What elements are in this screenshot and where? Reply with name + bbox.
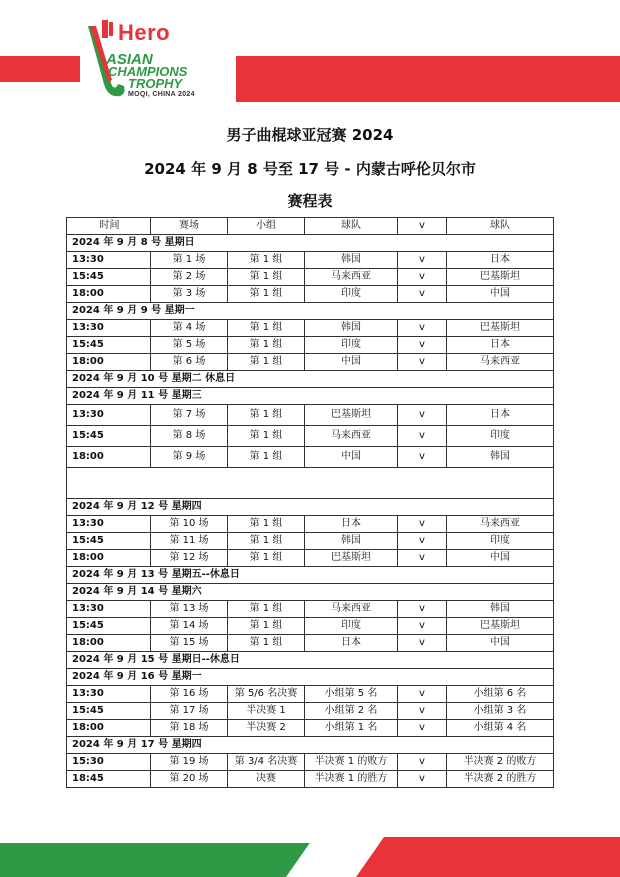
match-number: 第 20 场 xyxy=(151,771,228,788)
team-home: 中国 xyxy=(305,354,398,371)
match-number: 第 12 场 xyxy=(151,550,228,567)
header-vs: v xyxy=(398,218,447,235)
date-label: 2024 年 9 月 17 号 星期四 xyxy=(67,737,554,754)
match-time: 15:45 xyxy=(67,426,151,447)
hero-brand-text: Hero xyxy=(118,20,171,45)
vs-label: v xyxy=(398,337,447,354)
match-group: 第 1 组 xyxy=(228,354,305,371)
top-red-band-left xyxy=(0,56,80,82)
team-away: 日本 xyxy=(447,252,554,269)
bottom-band xyxy=(0,827,620,877)
vs-label: v xyxy=(398,320,447,337)
vs-label: v xyxy=(398,618,447,635)
vs-label: v xyxy=(398,754,447,771)
team-home: 马来西亚 xyxy=(305,601,398,618)
match-row xyxy=(67,703,554,720)
match-number: 第 13 场 xyxy=(151,601,228,618)
team-away: 半决赛 2 的胜方 xyxy=(447,771,554,788)
match-group: 第 1 组 xyxy=(228,601,305,618)
header-group: 小组 xyxy=(228,218,305,235)
vs-label: v xyxy=(398,771,447,788)
team-home: 印度 xyxy=(305,286,398,303)
match-row xyxy=(67,635,554,652)
match-time: 18:00 xyxy=(67,447,151,468)
match-group: 第 1 组 xyxy=(228,286,305,303)
match-number: 第 3 场 xyxy=(151,286,228,303)
team-away: 小组第 4 名 xyxy=(447,720,554,737)
team-home: 半决赛 1 的胜方 xyxy=(305,771,398,788)
match-time: 18:00 xyxy=(67,635,151,652)
date-row xyxy=(67,235,554,252)
date-label: 2024 年 9 月 9 号 星期一 xyxy=(67,303,554,320)
match-group: 第 1 组 xyxy=(228,405,305,426)
vs-label: v xyxy=(398,720,447,737)
team-away: 印度 xyxy=(447,533,554,550)
match-group: 第 1 组 xyxy=(228,516,305,533)
match-time: 13:30 xyxy=(67,601,151,618)
match-number: 第 11 场 xyxy=(151,533,228,550)
team-away: 巴基斯坦 xyxy=(447,269,554,286)
team-home: 日本 xyxy=(305,635,398,652)
match-number: 第 4 场 xyxy=(151,320,228,337)
match-group: 第 1 组 xyxy=(228,550,305,567)
spacer-cell xyxy=(67,468,554,499)
match-group: 第 1 组 xyxy=(228,320,305,337)
match-group: 第 1 组 xyxy=(228,252,305,269)
match-number: 第 10 场 xyxy=(151,516,228,533)
date-label: 2024 年 9 月 12 号 星期四 xyxy=(67,499,554,516)
match-time: 13:30 xyxy=(67,252,151,269)
date-row xyxy=(67,567,554,584)
team-away: 半决赛 2 的败方 xyxy=(447,754,554,771)
date-row xyxy=(67,669,554,686)
match-group: 第 1 组 xyxy=(228,533,305,550)
vs-label: v xyxy=(398,286,447,303)
match-row xyxy=(67,754,554,771)
team-home: 韩国 xyxy=(305,320,398,337)
spacer-row xyxy=(67,468,554,499)
team-away: 小组第 6 名 xyxy=(447,686,554,703)
vs-label: v xyxy=(398,635,447,652)
match-number: 第 18 场 xyxy=(151,720,228,737)
team-home: 半决赛 1 的败方 xyxy=(305,754,398,771)
vs-label: v xyxy=(398,269,447,286)
match-group: 第 5/6 名决赛 xyxy=(228,686,305,703)
table-header-row xyxy=(67,218,554,235)
vs-label: v xyxy=(398,426,447,447)
header-venue: 赛场 xyxy=(151,218,228,235)
team-home: 小组第 1 名 xyxy=(305,720,398,737)
team-home: 巴基斯坦 xyxy=(305,405,398,426)
match-group: 半决赛 2 xyxy=(228,720,305,737)
match-row xyxy=(67,252,554,269)
match-number: 第 16 场 xyxy=(151,686,228,703)
vs-label: v xyxy=(398,550,447,567)
match-number: 第 9 场 xyxy=(151,447,228,468)
match-group: 半决赛 1 xyxy=(228,703,305,720)
match-time: 15:45 xyxy=(67,269,151,286)
team-home: 印度 xyxy=(305,618,398,635)
match-row xyxy=(67,447,554,468)
match-time: 13:30 xyxy=(67,320,151,337)
header-team-2: 球队 xyxy=(447,218,554,235)
match-row xyxy=(67,533,554,550)
match-number: 第 1 场 xyxy=(151,252,228,269)
match-time: 13:30 xyxy=(67,516,151,533)
date-label: 2024 年 9 月 10 号 星期二 休息日 xyxy=(67,371,554,388)
vs-label: v xyxy=(398,601,447,618)
match-group: 第 1 组 xyxy=(228,269,305,286)
match-time: 18:45 xyxy=(67,771,151,788)
date-label: 2024 年 9 月 14 号 星期六 xyxy=(67,584,554,601)
match-row xyxy=(67,686,554,703)
match-time: 15:45 xyxy=(67,337,151,354)
date-row xyxy=(67,737,554,754)
match-group: 第 1 组 xyxy=(228,426,305,447)
team-home: 巴基斯坦 xyxy=(305,550,398,567)
match-time: 15:30 xyxy=(67,754,151,771)
team-home: 韩国 xyxy=(305,252,398,269)
date-row xyxy=(67,499,554,516)
match-number: 第 6 场 xyxy=(151,354,228,371)
team-away: 中国 xyxy=(447,635,554,652)
team-away: 中国 xyxy=(447,550,554,567)
match-row xyxy=(67,269,554,286)
match-row xyxy=(67,771,554,788)
team-away: 中国 xyxy=(447,286,554,303)
vs-label: v xyxy=(398,686,447,703)
vs-label: v xyxy=(398,703,447,720)
date-label: 2024 年 9 月 16 号 星期一 xyxy=(67,669,554,686)
date-label: 2024 年 9 月 11 号 星期三 xyxy=(67,388,554,405)
date-row xyxy=(67,388,554,405)
team-home: 马来西亚 xyxy=(305,426,398,447)
match-row xyxy=(67,405,554,426)
vs-label: v xyxy=(398,447,447,468)
match-time: 18:00 xyxy=(67,550,151,567)
team-away: 巴基斯坦 xyxy=(447,618,554,635)
team-home: 中国 xyxy=(305,447,398,468)
schedule-heading: 赛程表 xyxy=(287,192,333,210)
match-number: 第 15 场 xyxy=(151,635,228,652)
date-label: 2024 年 9 月 15 号 星期日--休息日 xyxy=(67,652,554,669)
team-away: 日本 xyxy=(447,405,554,426)
date-row xyxy=(67,652,554,669)
team-away: 马来西亚 xyxy=(447,516,554,533)
team-home: 小组第 2 名 xyxy=(305,703,398,720)
date-row xyxy=(67,303,554,320)
match-row xyxy=(67,337,554,354)
match-number: 第 17 场 xyxy=(151,703,228,720)
match-group: 第 3/4 名决赛 xyxy=(228,754,305,771)
team-home: 日本 xyxy=(305,516,398,533)
match-time: 15:45 xyxy=(67,533,151,550)
team-away: 小组第 3 名 xyxy=(447,703,554,720)
team-away: 韩国 xyxy=(447,601,554,618)
schedule-table xyxy=(66,217,554,788)
date-label: 2024 年 9 月 13 号 星期五--休息日 xyxy=(67,567,554,584)
date-row xyxy=(67,371,554,388)
vs-label: v xyxy=(398,354,447,371)
team-away: 韩国 xyxy=(447,447,554,468)
logo-text-asian: ASIAN xyxy=(106,51,153,68)
match-group: 第 1 组 xyxy=(228,337,305,354)
match-row xyxy=(67,320,554,337)
match-row xyxy=(67,720,554,737)
match-row xyxy=(67,354,554,371)
match-time: 18:00 xyxy=(67,720,151,737)
match-group: 第 1 组 xyxy=(228,447,305,468)
date-row xyxy=(67,584,554,601)
match-row xyxy=(67,550,554,567)
logo-text-champions: CHAMPIONS xyxy=(108,64,188,79)
team-home: 马来西亚 xyxy=(305,269,398,286)
match-row xyxy=(67,286,554,303)
team-home: 韩国 xyxy=(305,533,398,550)
match-time: 13:30 xyxy=(67,686,151,703)
logo-location: MOQI, CHINA 2024 xyxy=(128,91,195,98)
team-away: 马来西亚 xyxy=(447,354,554,371)
vs-label: v xyxy=(398,516,447,533)
date-label: 2024 年 9 月 8 号 星期日 xyxy=(67,235,554,252)
match-number: 第 7 场 xyxy=(151,405,228,426)
match-number: 第 14 场 xyxy=(151,618,228,635)
page-title: 男子曲棍球亚冠赛 2024 xyxy=(226,126,394,144)
match-number: 第 8 场 xyxy=(151,426,228,447)
match-group: 决赛 xyxy=(228,771,305,788)
match-number: 第 2 场 xyxy=(151,269,228,286)
logo-text-trophy: TROPHY xyxy=(128,76,183,91)
header-time: 时间 xyxy=(67,218,151,235)
match-time: 13:30 xyxy=(67,405,151,426)
match-group: 第 1 组 xyxy=(228,618,305,635)
match-time: 15:45 xyxy=(67,703,151,720)
team-home: 小组第 5 名 xyxy=(305,686,398,703)
team-home: 印度 xyxy=(305,337,398,354)
event-dates: 2024 年 9 月 8 号至 17 号 - 内蒙古呼伦贝尔市 xyxy=(144,160,476,178)
vs-label: v xyxy=(398,252,447,269)
match-row xyxy=(67,618,554,635)
team-away: 日本 xyxy=(447,337,554,354)
match-time: 18:00 xyxy=(67,286,151,303)
match-row xyxy=(67,516,554,533)
match-row xyxy=(67,601,554,618)
match-time: 15:45 xyxy=(67,618,151,635)
match-number: 第 19 场 xyxy=(151,754,228,771)
top-red-band-right xyxy=(236,56,620,102)
team-away: 印度 xyxy=(447,426,554,447)
vs-label: v xyxy=(398,533,447,550)
match-row xyxy=(67,426,554,447)
match-time: 18:00 xyxy=(67,354,151,371)
header-team-1: 球队 xyxy=(305,218,398,235)
match-group: 第 1 组 xyxy=(228,635,305,652)
match-number: 第 5 场 xyxy=(151,337,228,354)
team-away: 巴基斯坦 xyxy=(447,320,554,337)
vs-label: v xyxy=(398,405,447,426)
